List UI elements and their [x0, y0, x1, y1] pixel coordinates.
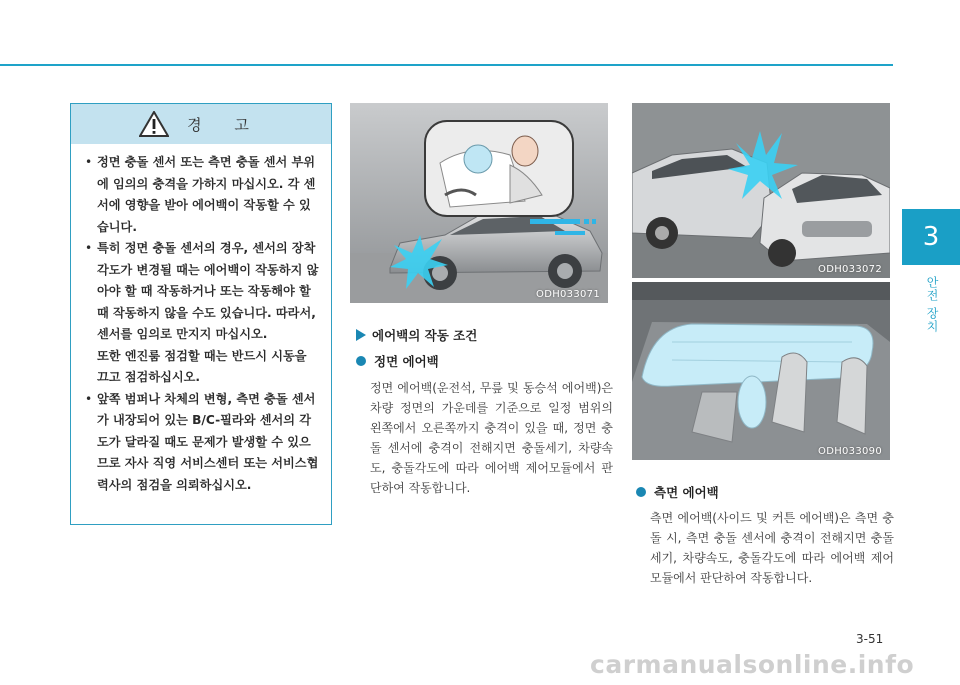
front-airbag-heading: [356, 352, 439, 370]
figure-code: ODH033072: [818, 264, 882, 275]
warning-item-text: 특히 정면 충돌 센서의 경우, 센서의 장착 각도가 변경될 때는 에어백이 작동하지 않아야 할 때 작동하거나 또는 작동해야 할 때 작동하지 않을 수도 있습니다. 따라서, 센서를 임의로 만지지 마십시오.: [97, 241, 319, 341]
side-airbag-text: 측면 에어백(사이드 및 커튼 에어백)은 측면 충돌 시, 측면 충돌 센서에 충격이 전해지면 충돌세기, 차량속도, 충돌각도에 따라 에어백 제어 모듈에서 판단하여 작동합니다.: [650, 511, 894, 585]
side-airbag-heading: [636, 483, 719, 501]
top-rule: [0, 64, 893, 66]
front-airbag-figure: [350, 103, 608, 303]
curtain-airbag-figure: [632, 282, 890, 460]
triangle-right-icon: [356, 329, 366, 341]
side-airbag-title: 측면 에어백: [654, 485, 719, 500]
warning-box: [70, 103, 332, 525]
bullet-dot-icon: [356, 356, 366, 366]
watermark[interactable]: carmanualsonline.info: [590, 650, 915, 679]
warning-item: [85, 238, 321, 389]
bullet-dot-icon: [636, 487, 646, 497]
warning-item: [85, 389, 321, 497]
warning-item: [85, 152, 321, 238]
chapter-number: 3: [922, 222, 940, 252]
chapter-tab[interactable]: [902, 209, 960, 265]
chapter-title: 안전 장치: [925, 276, 939, 333]
side-crash-figure: [632, 103, 890, 278]
section-title: 에어백의 작동 조건: [372, 328, 478, 343]
warning-item-text: 앞쪽 범퍼나 차체의 변형, 측면 충돌 센서가 내장되어 있는 B/C-필라와 센서의 각도가 달라질 때도 문제가 발생할 수 있으므로 자사 직영 서비스센터 또는 서비스협력사의 점검을 의뢰하십시오.: [97, 391, 319, 492]
figure-code: ODH033090: [818, 446, 882, 457]
front-airbag-title: 정면 에어백: [374, 354, 439, 369]
side-crash-illustration: [632, 103, 890, 278]
warning-header: [71, 104, 331, 144]
warning-list: [71, 144, 331, 496]
warning-item-extra: 또한 엔진룸 점검할 때는 반드시 시동을 끄고 점검하십시오.: [97, 348, 307, 384]
warning-item-text: 정면 충돌 센서 또는 측면 충돌 센서 부위에 임의의 충격을 가하지 마십시오. 각 센서에 영향을 받아 에어백이 작동할 수 있습니다.: [97, 155, 316, 234]
curtain-airbag-illustration: [632, 282, 890, 460]
front-crash-illustration: [350, 103, 608, 303]
warning-title: 경 고: [187, 115, 263, 134]
front-airbag-text: 정면 에어백(운전석, 무릎 및 동승석 에어백)은 차량 정면의 가운데를 기준으로 일정 범위의 왼쪽에서 오른쪽까지 충격이 있을 때, 정면 충돌 센서에 충격이 전해지면 충돌세기, 차량속도, 충돌각도에 따라 에어백 제어모듈에서 판단하여 작동합니다.: [370, 381, 613, 495]
page-number: 3-51: [856, 632, 884, 646]
section-heading: [356, 326, 477, 344]
figure-code: ODH033071: [536, 289, 600, 300]
warning-triangle-icon: [139, 111, 169, 137]
